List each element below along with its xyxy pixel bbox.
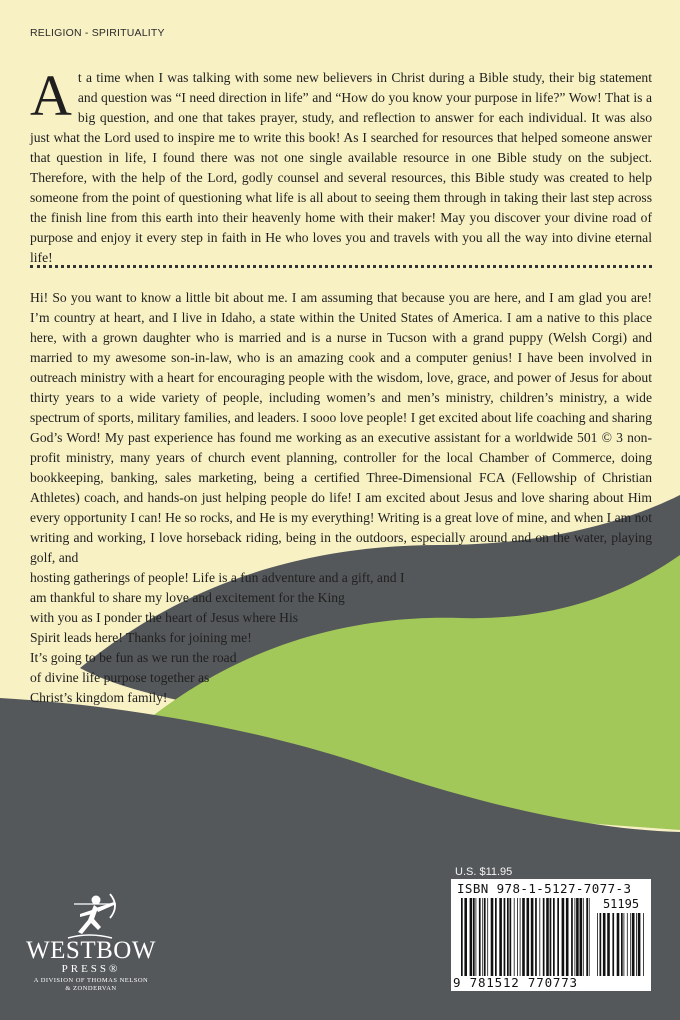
barcode-bar [600,913,602,976]
barcode-addon-code: 51195 [602,897,640,911]
barcode-bars [461,898,591,976]
division-line-1: A DIVISION OF THOMAS NELSON [33,977,149,984]
barcode-bar [566,898,569,976]
barcode-bar [557,898,559,976]
barcode-bar [517,898,518,976]
barcode-bar [617,913,620,976]
archer-icon [54,892,124,942]
bio-tail-line: Christ’s kingdom family! [30,690,168,705]
publisher-division [20,977,162,993]
barcode-bar [571,898,573,976]
barcode-bar [510,898,512,976]
barcode-bar [638,913,641,976]
barcode-addon-bars [597,913,645,976]
barcode-bar [507,898,509,976]
barcode-bar [607,913,610,976]
barcode-bar [576,898,579,976]
barcode-bar [487,898,488,976]
bio-tail-line: hosting gatherings of people! Life is a fun adventure and a gift, and I [30,570,405,585]
barcode-bar [575,898,576,976]
barcode-bar [562,898,565,976]
bio-tail-line: am thankful to share my love and excitement for the King [30,590,345,605]
price-label: U.S. $11.95 [455,866,513,878]
author-bio [30,288,652,708]
barcode-bar [522,898,525,976]
barcode-bar [543,898,545,976]
barcode-bar [597,913,598,976]
barcode-bar [643,913,644,976]
synopsis-body: t a time when I was talking with some new believers in Christ during a Bible study, their big statement and question was “I need direction in life” and “How do you know your purpose in life?” Wow! That is a big question, and one that takes prayer, study, and reflection to answer for each individual. It was also just what the Lord used to inspire me to write this book! As I searched for resources that helped someone answer that question in life, I found there was not one single available resource in one Bible study on the subject. Therefore, with the help of the Lord, godly counsel and several resources, this Bible study was created to help someone from the point of questioning what life is all about to seeing them through in taking their last step across the finish line from this earth into their heavenly home with their maker! May you discover your divine road of purpose and enjoy it every step in faith in He who loves you and travels with you all the way into divine eternal life! [30,70,652,265]
barcode-bar [470,898,473,976]
barcode-bar [484,898,486,976]
category-label: RELIGION - SPIRITUALITY [30,27,165,39]
barcode-bar [586,898,588,976]
barcode-bar [539,898,540,976]
bio-tail-line: It’s going to be fun as we run the road [30,650,237,665]
barcode-bar [624,913,625,976]
barcode-bar [589,898,590,976]
barcode-bar [621,913,623,976]
barcode-bar [504,898,506,976]
barcode-bar [473,898,475,976]
barcode-bar [461,898,463,976]
synopsis-text [30,63,652,268]
barcode-bar [550,898,552,976]
barcode-bar [630,913,631,976]
barcode-bar [546,898,549,976]
publisher-logo [20,892,170,1004]
barcode-bar [491,898,494,976]
bio-tail-line: Spirit leads here! Thanks for joining me! [30,630,252,645]
barcode-bar [499,898,502,976]
barcode-bar [553,898,555,976]
barcode-bar [476,898,477,976]
bio-tail-line: of divine life purpose together as [30,670,210,685]
isbn-label: ISBN 978-1-5127-7077-3 [457,881,632,896]
barcode-bar [603,913,606,976]
barcode-bar [535,898,537,976]
barcode-bar [514,898,515,976]
barcode-bar [479,898,481,976]
bio-main-text: Hi! So you want to know a little bit about me. I am assuming that because you are here, and I am glad you are! I’m country at heart, and I live in Idaho, a state within the United States of America. I am a native to this place here, with a grown daughter who is married and is a nurse in Tucson with a grand puppy (Welsh Corgi) and married to my awesome son-in-law, who is an amazing cook and a computer genius! I have been involved in outreach ministry with a heart for encouraging people with the wisdom, love, grace, and power of Jesus for about thirty years to a wide variety of people, including women’s and men’s ministry, children’s ministry, a wide spectrum of sports, military families, and leaders. I sooo love people! I get excited about life coaching and sharing God’s Word! My past experience has found me working as an executive assistant for a worldwide 501 © 3 non-profit ministry, many years of church event planning, controller for the local Chamber of Commerce, doing bookkeeping, banking, sales marketing, being a certified Three-Dimensional FCA (Fellowship of Christian Athletes) coach, and hands-on just helping people do life! I am excited about Jesus and love sharing about Him every opportunity I can! He so rocks, and He is my everything! Writing is a great love of mine, and when I am not writing and working, I love horseback riding, being in the outdoors, especially around and on the water, playing golf, and [30,290,652,565]
barcode-bar [482,898,483,976]
barcode-bar [527,898,530,976]
isbn-digits: 9 781512 770773 [453,975,578,990]
barcode-bar [464,898,467,976]
barcode-bar [612,913,614,976]
barcode-bar [531,898,534,976]
barcode-bar [580,898,583,976]
publisher-sub: PRESS® [61,963,121,975]
dotted-divider [30,265,652,268]
barcode-bar [583,898,584,976]
barcode-bar [495,898,497,976]
barcode-bar [520,898,521,976]
bio-tail-line: with you as I ponder the heart of Jesus where His [30,610,299,625]
barcode-bar [636,913,637,976]
division-line-2: & ZONDERVAN [65,985,117,992]
publisher-name: WESTBOW [26,937,156,964]
barcode-bar [632,913,635,976]
drop-cap: A [30,63,72,128]
barcode-bar [627,913,628,976]
barcode-box [451,879,651,991]
